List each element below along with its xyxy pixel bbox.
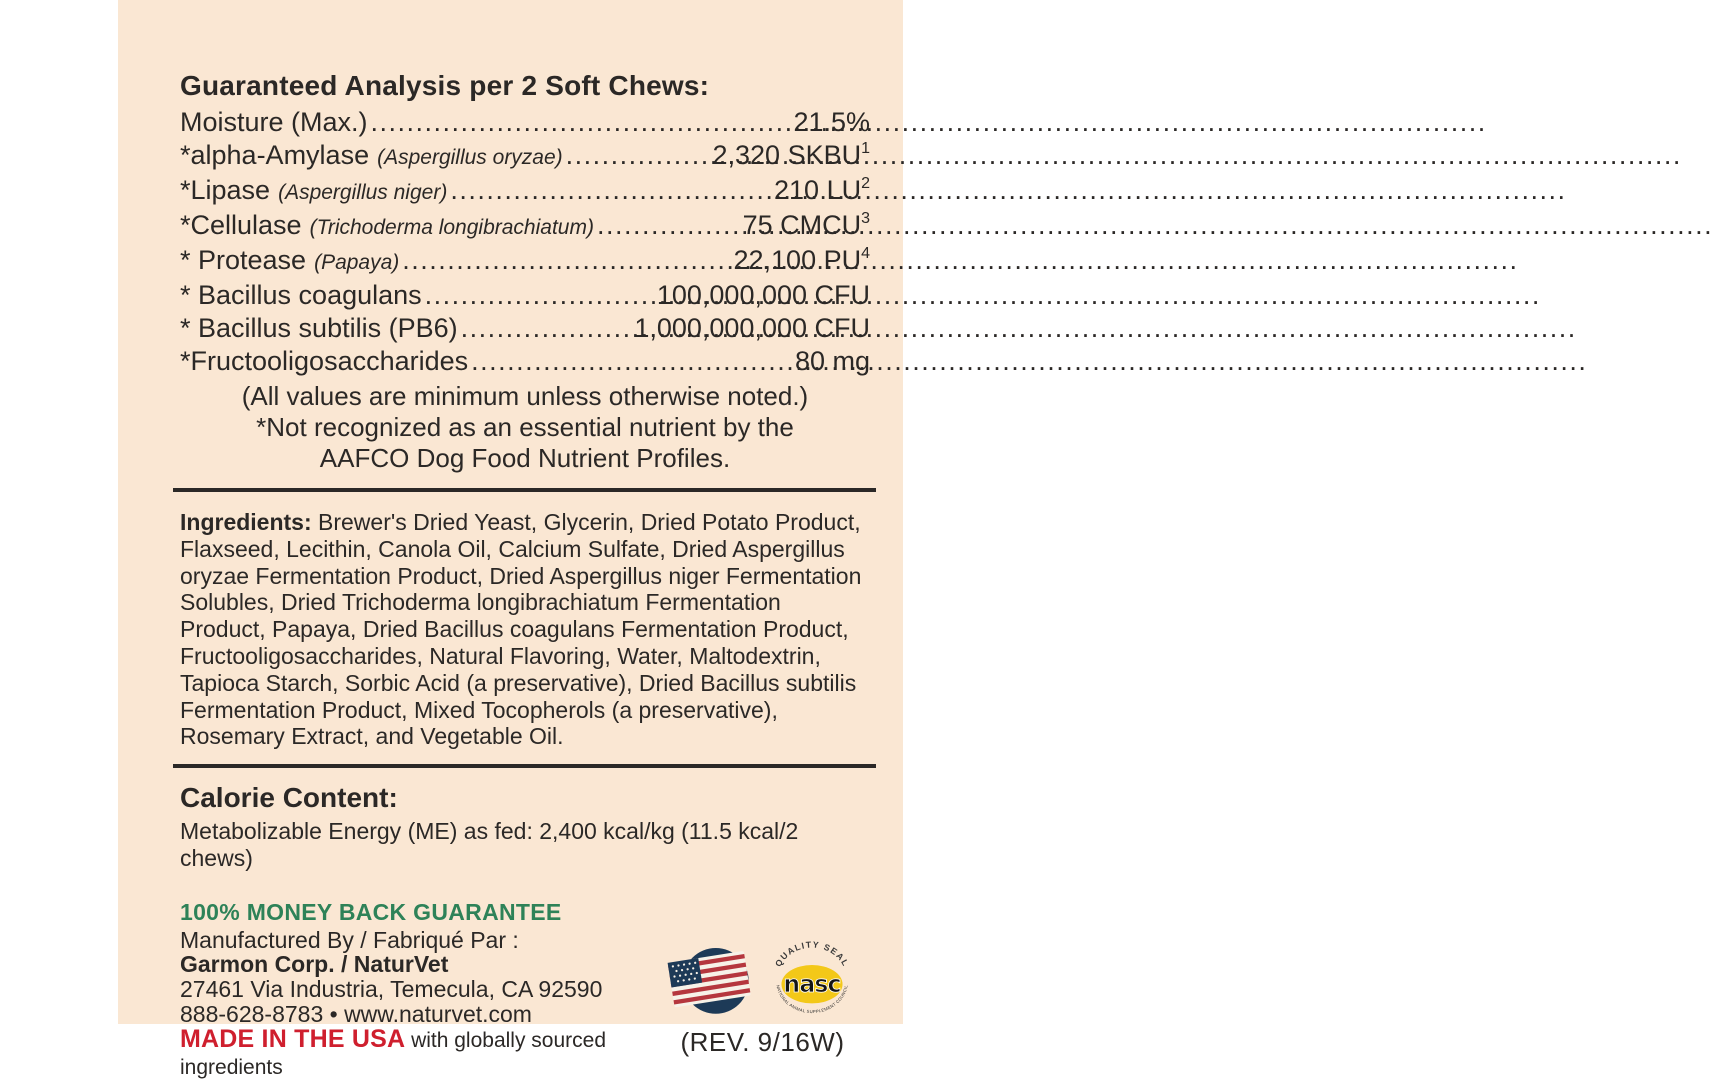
analysis-row-moisture: [180, 106, 870, 139]
made-in-usa-line: [180, 1027, 655, 1080]
analysis-name: * Bacillus coagulans: [180, 280, 422, 310]
analysis-name: *alpha-Amylase: [180, 140, 370, 170]
made-in-usa-text: MADE IN THE USA: [180, 1025, 406, 1054]
ingredients-heading: Ingredients:: [180, 509, 312, 535]
dot-leader: [425, 279, 654, 312]
dot-leader: [597, 209, 740, 242]
analysis-species: (Aspergillus oryzae): [377, 146, 563, 169]
analysis-value: 210 LU: [774, 175, 862, 205]
analysis-row-lipase: [180, 174, 870, 209]
certification-marks: [655, 900, 870, 1080]
supplement-label: [118, 0, 903, 1079]
aafco-note: *Not recognized as an essential nutrient by the AAFCO Dog Food Nutrient Profiles.: [256, 412, 794, 473]
analysis-row-bacillus-coagulans: [180, 279, 870, 312]
section-divider: [173, 488, 876, 492]
calorie-content-text: Metabolizable Energy (ME) as fed: 2,400 kcal/kg (11.5 kcal/2 chews): [180, 818, 799, 872]
money-back-guarantee: 100% MONEY BACK GUARANTEE: [180, 899, 562, 926]
analysis-value: 1,000,000,000 CFU: [634, 313, 870, 343]
analysis-name: * Bacillus subtilis (PB6): [180, 313, 458, 343]
minimum-values-note: (All values are minimum unless otherwise noted.): [241, 381, 809, 411]
certification-icons: [655, 938, 870, 1025]
analysis-name: * Protease: [180, 245, 307, 275]
calorie-content-section: [180, 782, 870, 872]
analysis-unit-superscript: 1: [861, 140, 870, 157]
manufacturer-info: [180, 900, 655, 1080]
svg-text:QUALITY SEAL: [773, 940, 851, 969]
analysis-value: 80 mg: [794, 346, 870, 376]
analysis-value: 100,000,000 CFU: [656, 280, 870, 310]
dot-leader: [566, 139, 710, 172]
analysis-unit-superscript: 3: [861, 210, 870, 227]
seal-nasc-text: nasc: [783, 970, 841, 999]
dot-leader: [402, 244, 730, 277]
nasc-quality-seal-icon: [764, 938, 860, 1025]
guaranteed-analysis-section: [180, 70, 870, 474]
guaranteed-analysis-title: Guaranteed Analysis per 2 Soft Chews:: [180, 70, 710, 101]
usa-flag-icon: [665, 939, 759, 1024]
analysis-row-cellulase: [180, 209, 870, 244]
analysis-species: (Papaya): [314, 251, 400, 274]
dot-leader: [471, 345, 792, 378]
ingredients-text: Brewer's Dried Yeast, Glycerin, Dried Potato Product, Flaxseed, Lecithin, Canola Oil, Calcium Sulfate, Dried Aspergillus oryzae Fermentation Product, Dried Aspergillus niger Fermentation Solubles, Dried Trichoderma longibrachiatum Fermentation Product, Papaya, Dried Bacillus coagulans Fermentation Product, Fructooligosaccharides, Natural Flavoring, Water, Maltodextrin, Tapioca Starch, Sorbic Acid (a preservative), Dried Bacillus subtilis Fermentation Product, Mixed Tocopherols (a preservative), Rosemary Extract, and Vegetable Oil.: [180, 509, 862, 750]
analysis-unit-superscript: 4: [861, 245, 870, 262]
analysis-value: 2,320 SKBU: [712, 140, 862, 170]
analysis-name: Moisture (Max.): [180, 107, 368, 137]
calorie-content-title: Calorie Content:: [180, 782, 398, 814]
company-name: Garmon Corp. / NaturVet: [180, 951, 449, 978]
analysis-name: *Fructooligosaccharides: [180, 346, 469, 376]
dot-leader: [371, 106, 791, 139]
label-content: [118, 0, 903, 1080]
analysis-row-bacillus-subtilis: [180, 312, 870, 345]
analysis-species: (Aspergillus niger): [278, 181, 448, 204]
manufactured-by-line: Manufactured By / Fabriqué Par :: [180, 926, 519, 953]
analysis-value: 75 CMCU: [742, 210, 862, 240]
phone-and-website: 888-628-8783 • www.naturvet.com: [180, 1000, 532, 1027]
analysis-row-alpha-amylase: [180, 139, 870, 174]
section-divider: [173, 764, 876, 768]
ingredients-paragraph: [180, 509, 870, 750]
dot-leader: [461, 312, 632, 345]
manufacturer-footer: [180, 900, 870, 1080]
analysis-unit-superscript: 2: [861, 175, 870, 192]
analysis-species: (Trichoderma longibrachiatum): [309, 216, 594, 239]
globally-sourced-text: with globally sourced ingredients: [180, 1029, 607, 1079]
seal-top-text: QUALITY SEAL: [772, 939, 852, 969]
analysis-value: 22,100 PU: [733, 245, 862, 275]
seal-bottom-text: NATIONAL ANIMAL SUPPLEMENT COUNCIL: [775, 984, 849, 1015]
company-address: 27461 Via Industria, Temecula, CA 92590: [180, 975, 603, 1002]
analysis-row-fructooligosaccharides: [180, 345, 870, 378]
analysis-value: 21.5%: [793, 107, 870, 137]
dot-leader: [450, 174, 771, 207]
analysis-name: *Cellulase: [180, 210, 302, 240]
revision-text: (REV. 9/16W): [680, 1027, 845, 1058]
analysis-name: *Lipase: [180, 175, 271, 205]
analysis-row-protease: [180, 244, 870, 279]
